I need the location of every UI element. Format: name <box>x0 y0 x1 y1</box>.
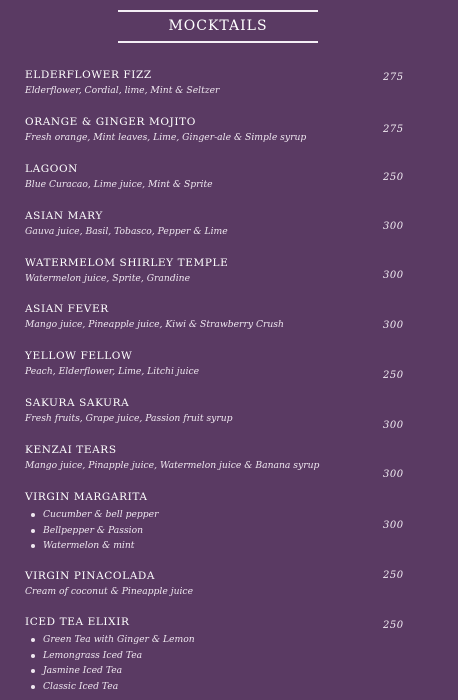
item-price: 250 <box>383 570 404 581</box>
item-name: WATERMELOM SHIRLEY TEMPLE <box>25 257 229 269</box>
list-item: Bellpepper & Passion <box>25 523 435 539</box>
item-price: 300 <box>383 221 404 232</box>
item-description: Watermelon juice, Sprite, Grandine <box>25 273 191 284</box>
item-price: 300 <box>383 270 404 281</box>
menu-item-watermelon-shirley-temple <box>25 257 435 285</box>
menu-item-virgin-pinacolada <box>25 570 435 598</box>
item-description: Blue Curacao, Lime juice, Mint & Sprite <box>25 179 213 190</box>
item-bullet-list <box>25 632 435 694</box>
item-price: 275 <box>383 124 404 135</box>
menu-item-elderflower-fizz <box>25 69 435 97</box>
item-price: 250 <box>383 172 404 183</box>
item-price: 300 <box>383 320 404 331</box>
list-item: Jasmine Iced Tea <box>25 663 435 679</box>
list-item: Classic Iced Tea <box>25 679 435 695</box>
title-rule-bottom <box>118 41 318 43</box>
menu-item-kenzai-tears <box>25 444 435 472</box>
item-description: Peach, Elderflower, Lime, Litchi juice <box>25 366 200 377</box>
item-price: 300 <box>383 420 404 431</box>
list-item: Watermelon & mint <box>25 538 435 554</box>
list-item: Green Tea with Ginger & Lemon <box>25 632 435 648</box>
title-rule-top <box>118 10 318 12</box>
item-name: VIRGIN MARGARITA <box>25 491 148 503</box>
item-name: KENZAI TEARS <box>25 444 117 456</box>
item-description: Elderflower, Cordial, lime, Mint & Seltzer <box>25 85 220 96</box>
item-name: ICED TEA ELIXIR <box>25 616 130 628</box>
menu-item-yellow-fellow <box>25 350 435 378</box>
menu-item-orange-ginger-mojito <box>25 116 435 144</box>
item-name: LAGOON <box>25 163 78 175</box>
menu-item-iced-tea-elixir <box>25 616 435 694</box>
item-description: Cream of coconut & Pineapple juice <box>25 586 194 597</box>
item-price: 300 <box>383 520 404 531</box>
menu-item-asian-fever <box>25 303 435 331</box>
item-name: YELLOW FELLOW <box>25 350 133 362</box>
item-price: 300 <box>383 469 404 480</box>
item-name: ORANGE & GINGER MOJITO <box>25 116 196 128</box>
item-bullet-list <box>25 507 435 554</box>
item-price: 275 <box>383 72 404 83</box>
item-price: 250 <box>383 620 404 631</box>
menu-item-lagoon <box>25 163 435 191</box>
item-price: 250 <box>383 370 404 381</box>
item-name: VIRGIN PINACOLADA <box>25 570 156 582</box>
item-name: SAKURA SAKURA <box>25 397 130 409</box>
item-description: Gauva juice, Basil, Tobasco, Pepper & Lime <box>25 226 228 237</box>
item-name: ELDERFLOWER FIZZ <box>25 69 152 81</box>
list-item: Cucumber & bell pepper <box>25 507 435 523</box>
menu-item-sakura-sakura <box>25 397 435 425</box>
item-description: Mango juice, Pinapple juice, Watermelon juice & Banana syrup <box>25 460 320 471</box>
list-item: Lemongrass Iced Tea <box>25 648 435 664</box>
item-description: Fresh fruits, Grape juice, Passion fruit syrup <box>25 413 233 424</box>
item-description: Fresh orange, Mint leaves, Lime, Ginger-ale & Simple syrup <box>25 132 307 143</box>
menu-item-asian-mary <box>25 210 435 238</box>
section-title: MOCKTAILS <box>168 18 268 34</box>
item-name: ASIAN FEVER <box>25 303 109 315</box>
item-name: ASIAN MARY <box>25 210 103 222</box>
menu-item-virgin-margarita <box>25 491 435 554</box>
item-description: Mango juice, Pineapple juice, Kiwi & Strawberry Crush <box>25 319 284 330</box>
